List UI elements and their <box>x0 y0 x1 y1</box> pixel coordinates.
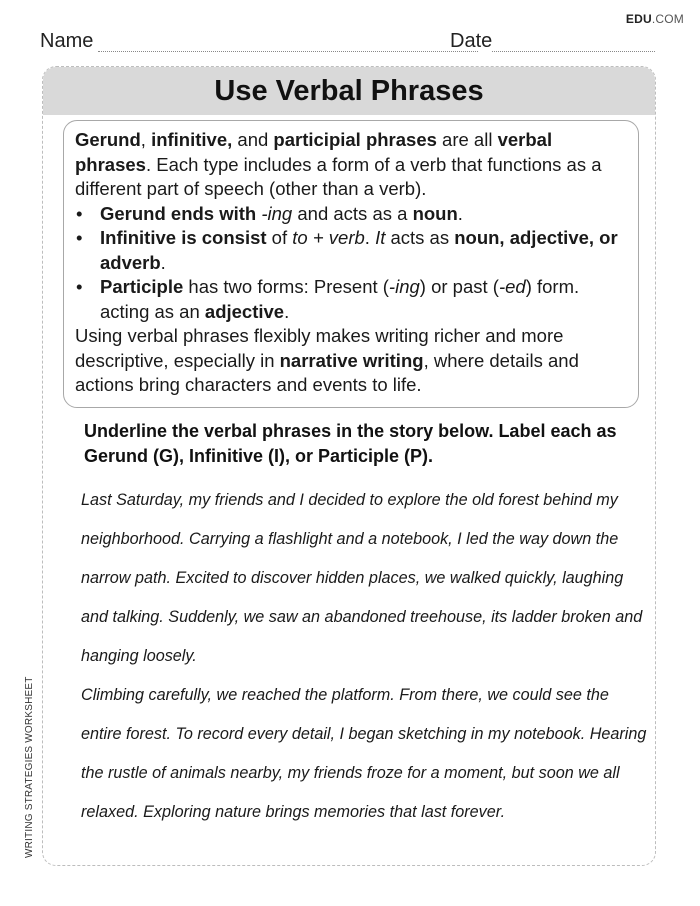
intro-paragraph <box>75 128 627 202</box>
bullet-text: -ed <box>498 276 526 297</box>
brand-name: EDU <box>625 12 652 26</box>
bullet-text: . <box>364 227 376 248</box>
bullet-text: Participle <box>100 276 184 297</box>
brand-logo <box>626 12 684 26</box>
bullet-gerund <box>75 202 627 227</box>
intro-text: verbal phrases <box>75 129 553 175</box>
intro-text: participial phrases <box>273 129 437 150</box>
date-line[interactable] <box>492 51 655 52</box>
intro-text: , <box>140 129 152 150</box>
name-date-row <box>40 30 656 56</box>
closing-text: Using verbal phrases flexibly makes writing richer and more descriptive, especially in <box>75 325 564 371</box>
side-label: WRITING STRATEGIES WORKSHEET <box>24 676 35 858</box>
closing-paragraph <box>75 324 627 398</box>
bullet-text: and acts as a <box>292 202 413 224</box>
date-label: Date <box>450 30 493 52</box>
instructions: Underline the verbal phrases in the story below. Label each as Gerund (G), Infinitive (I), or Participle (P). <box>84 421 617 466</box>
definition-list <box>75 202 627 325</box>
bullet-text: Gerund ends with <box>100 202 257 224</box>
closing-text: narrative writing <box>279 349 424 371</box>
intro-text: and <box>232 129 274 150</box>
bullet-text: -ing <box>261 202 293 224</box>
bullet-text: Infinitive is consist <box>100 227 267 248</box>
story-text[interactable] <box>81 481 651 832</box>
intro-text: Gerund <box>75 129 141 150</box>
worksheet-title: Use Verbal Phrases <box>43 67 655 115</box>
bullet-text: has two forms: Present ( <box>183 276 389 297</box>
bullet-text: ) form. acting as an <box>100 276 580 322</box>
bullet-text: It <box>375 227 386 248</box>
bullet-text: noun, adjective, or adverb <box>100 227 618 273</box>
worksheet-panel <box>42 66 656 866</box>
intro-text: infinitive, <box>151 129 233 150</box>
intro-text: are all <box>436 129 498 150</box>
bullet-text: . <box>284 300 290 322</box>
bullet-text: noun <box>412 202 458 224</box>
bullet-text: acts as <box>385 227 455 248</box>
bullet-text: of <box>266 227 293 248</box>
bullet-text: adjective <box>204 300 285 322</box>
bullet-text: -ing <box>388 276 420 297</box>
story-paragraph-1[interactable]: Last Saturday, my friends and I decided to explore the old forest behind my neighborhood. Carrying a flashlight and a notebook, I led the way down the narrow path. Excited to discover hidden places, we walked quickly, laughing and talking. Suddenly, we saw an abandoned treehouse, its ladder broken and hanging loosely. <box>81 491 643 665</box>
bullet-participle <box>75 275 627 324</box>
story-paragraph-2[interactable]: Climbing carefully, we reached the platform. From there, we could see the entire forest. To record every detail, I began sketching in my notebook. Hearing the rustle of animals nearby, my friends froze for a moment, but soon we all relaxed. Exploring nature brings memories that last forever. <box>81 686 647 821</box>
closing-text: , where details and actions bring characters and events to life. <box>75 349 579 395</box>
intro-text: . Each type includes a form of a verb that functions as a different part of speech (other than a verb). <box>75 153 602 199</box>
brand-suffix: .COM <box>651 12 684 26</box>
bullet-text: . <box>160 251 166 273</box>
bullet-text: . <box>457 202 463 224</box>
name-label: Name <box>40 30 94 52</box>
info-box <box>63 120 639 408</box>
bullet-text: ) or past ( <box>419 276 499 297</box>
bullet-infinitive <box>75 226 627 275</box>
name-line[interactable] <box>98 51 478 52</box>
bullet-text: to + verb <box>292 227 365 248</box>
